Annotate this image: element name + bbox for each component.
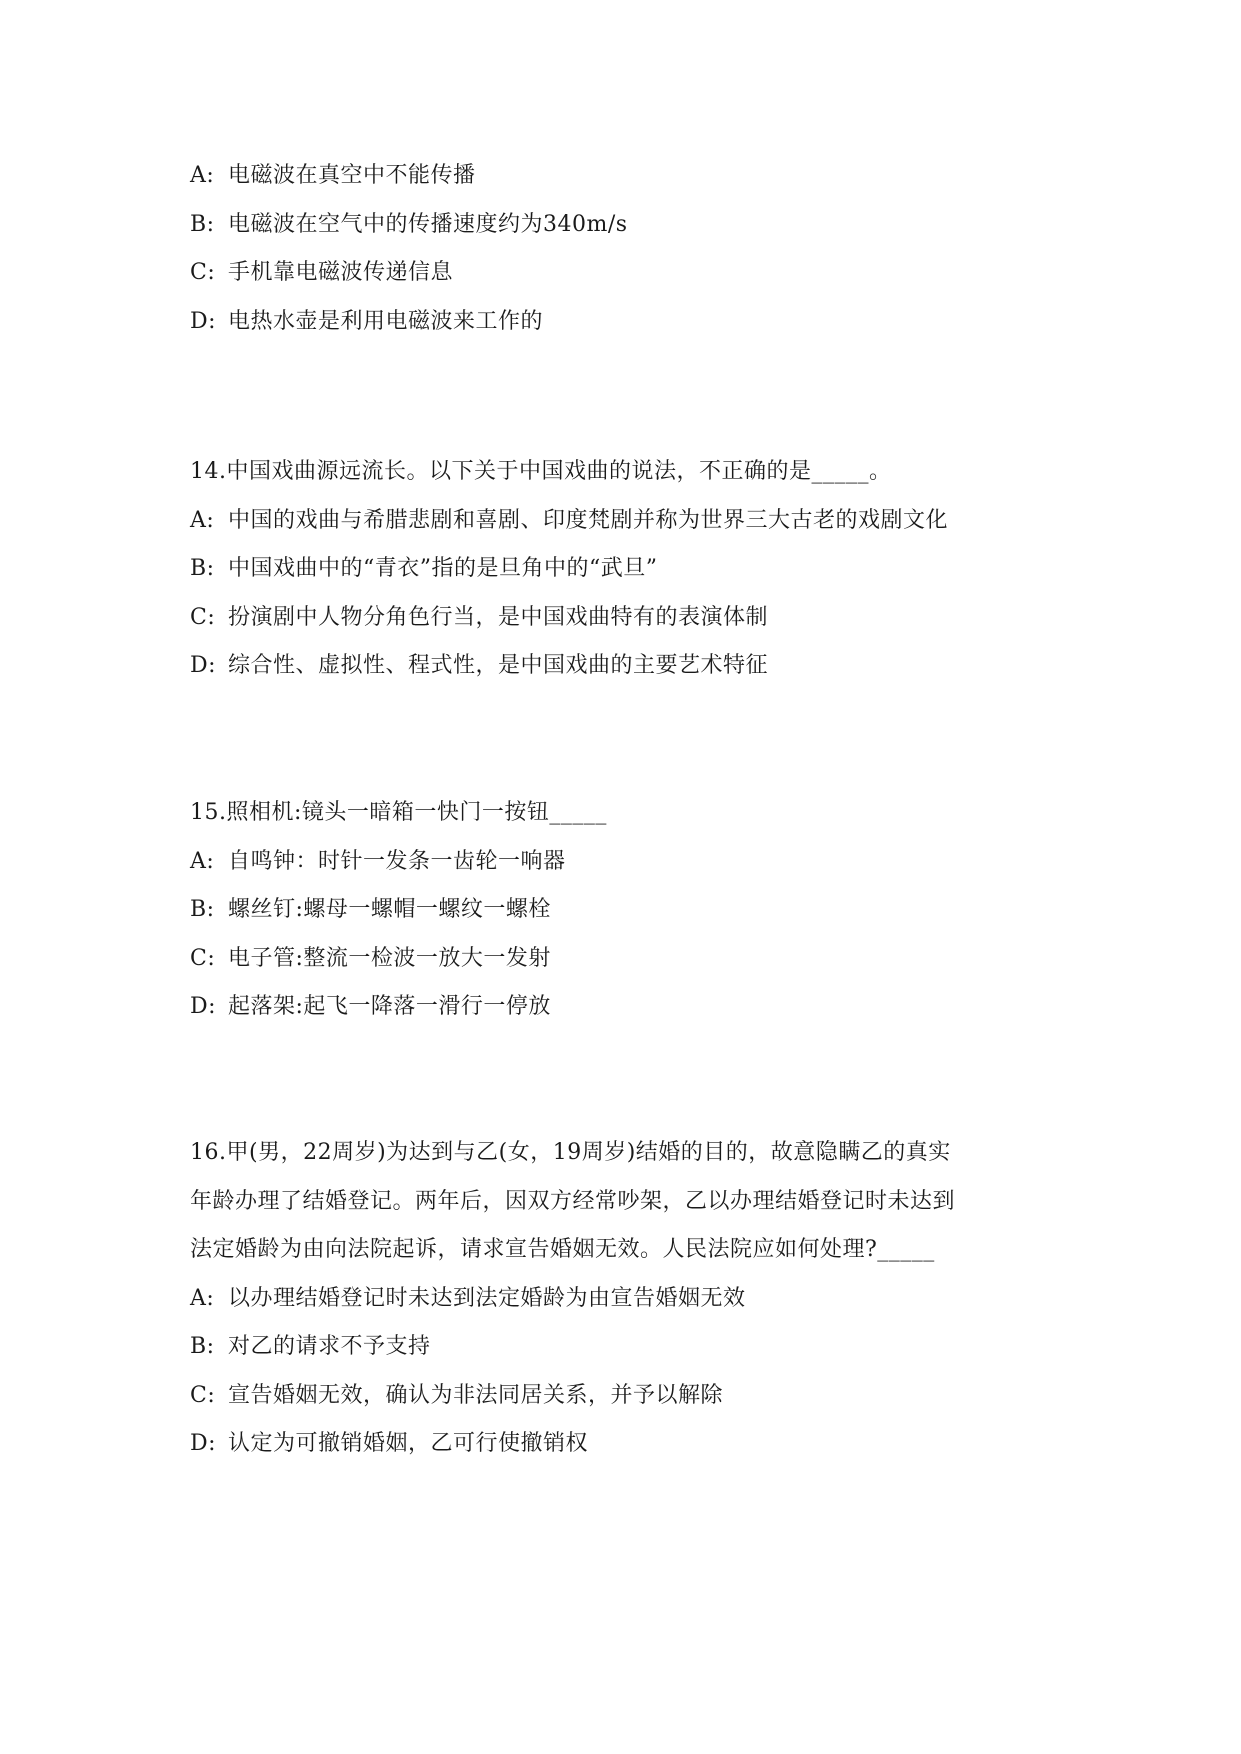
option-text: 宣告婚姻无效，确认为非法同居关系，并予以解除 (228, 1382, 724, 1408)
question-stem: 15.照相机:镜头一暗箱一快门一按钮_____ (190, 800, 607, 825)
option-b (190, 201, 1070, 250)
option-key: B: (190, 211, 215, 237)
option-key: C: (190, 1382, 216, 1408)
question-16 (190, 1129, 1070, 1469)
option-key: C: (190, 945, 216, 971)
option-text: 以办理结婚登记时未达到法定婚龄为由宣告婚姻无效 (228, 1285, 746, 1311)
option-text: 电磁波在真空中不能传播 (228, 163, 476, 188)
option-key: A: (190, 507, 215, 533)
option-key: B: (190, 556, 215, 581)
option-b (190, 1323, 1070, 1372)
question-13 (190, 152, 1070, 346)
option-b (190, 886, 1070, 935)
option-key: D: (190, 653, 217, 678)
option-key: A: (190, 1285, 215, 1311)
option-text: 认定为可撤销婚姻，乙可行使撤销权 (228, 1431, 589, 1456)
option-d (190, 983, 1070, 1032)
option-text: 螺丝钉:螺母一螺帽一螺纹一螺栓 (228, 897, 551, 922)
option-key: A: (190, 848, 215, 874)
option-text: 电子管:整流一检波一放大一发射 (228, 945, 551, 971)
option-text: 电热水壶是利用电磁波来工作的 (228, 308, 544, 334)
option-key: C: (190, 260, 216, 285)
option-text: 自鸣钟：时针一发条一齿轮一响器 (228, 848, 566, 874)
option-text: 中国的戏曲与希腊悲剧和喜剧、印度梵剧并称为世界三大古老的戏剧文化 (228, 507, 949, 533)
option-a (190, 838, 1070, 887)
option-key: D: (190, 994, 217, 1019)
option-text: 综合性、虚拟性、程式性，是中国戏曲的主要艺术特征 (228, 653, 769, 678)
option-d (190, 1420, 1070, 1469)
option-c (190, 1372, 1070, 1421)
option-a (190, 152, 1070, 201)
question-stem-line-3: 法定婚龄为由向法院起诉，请求宣告婚姻无效。人民法院应如何处理?_____ (190, 1237, 935, 1262)
option-a (190, 497, 1070, 546)
option-text: 对乙的请求不予支持 (228, 1334, 431, 1359)
option-text: 起落架:起飞一降落一滑行一停放 (228, 994, 551, 1019)
question-stem-line-2: 年龄办理了结婚登记。两年后，因双方经常吵架，乙以办理结婚登记时未达到 (190, 1188, 956, 1214)
question-14 (190, 448, 1070, 691)
option-c (190, 935, 1070, 984)
question-stem-line-1: 16.甲(男，22周岁)为达到与乙(女，19周岁)结婚的目的，故意隐瞒乙的真实 (190, 1140, 951, 1165)
option-key: C: (190, 604, 216, 630)
option-key: B: (190, 897, 215, 922)
option-text: 手机靠电磁波传递信息 (228, 260, 454, 285)
option-d (190, 642, 1070, 691)
option-b (190, 545, 1070, 594)
option-d (190, 298, 1070, 347)
question-15 (190, 789, 1070, 1032)
option-c (190, 594, 1070, 643)
option-key: B: (190, 1334, 215, 1359)
option-text: 中国戏曲中的“青衣”指的是旦角中的“武旦” (228, 556, 658, 581)
option-text: 扮演剧中人物分角色行当，是中国戏曲特有的表演体制 (228, 604, 769, 630)
option-key: A: (190, 163, 215, 188)
option-text: 电磁波在空气中的传播速度约为340m/s (228, 211, 628, 237)
option-key: D: (190, 1431, 217, 1456)
question-stem: 14.中国戏曲源远流长。以下关于中国戏曲的说法，不正确的是_____。 (190, 459, 892, 484)
option-a (190, 1275, 1070, 1324)
option-c (190, 249, 1070, 298)
option-key: D: (190, 308, 217, 334)
